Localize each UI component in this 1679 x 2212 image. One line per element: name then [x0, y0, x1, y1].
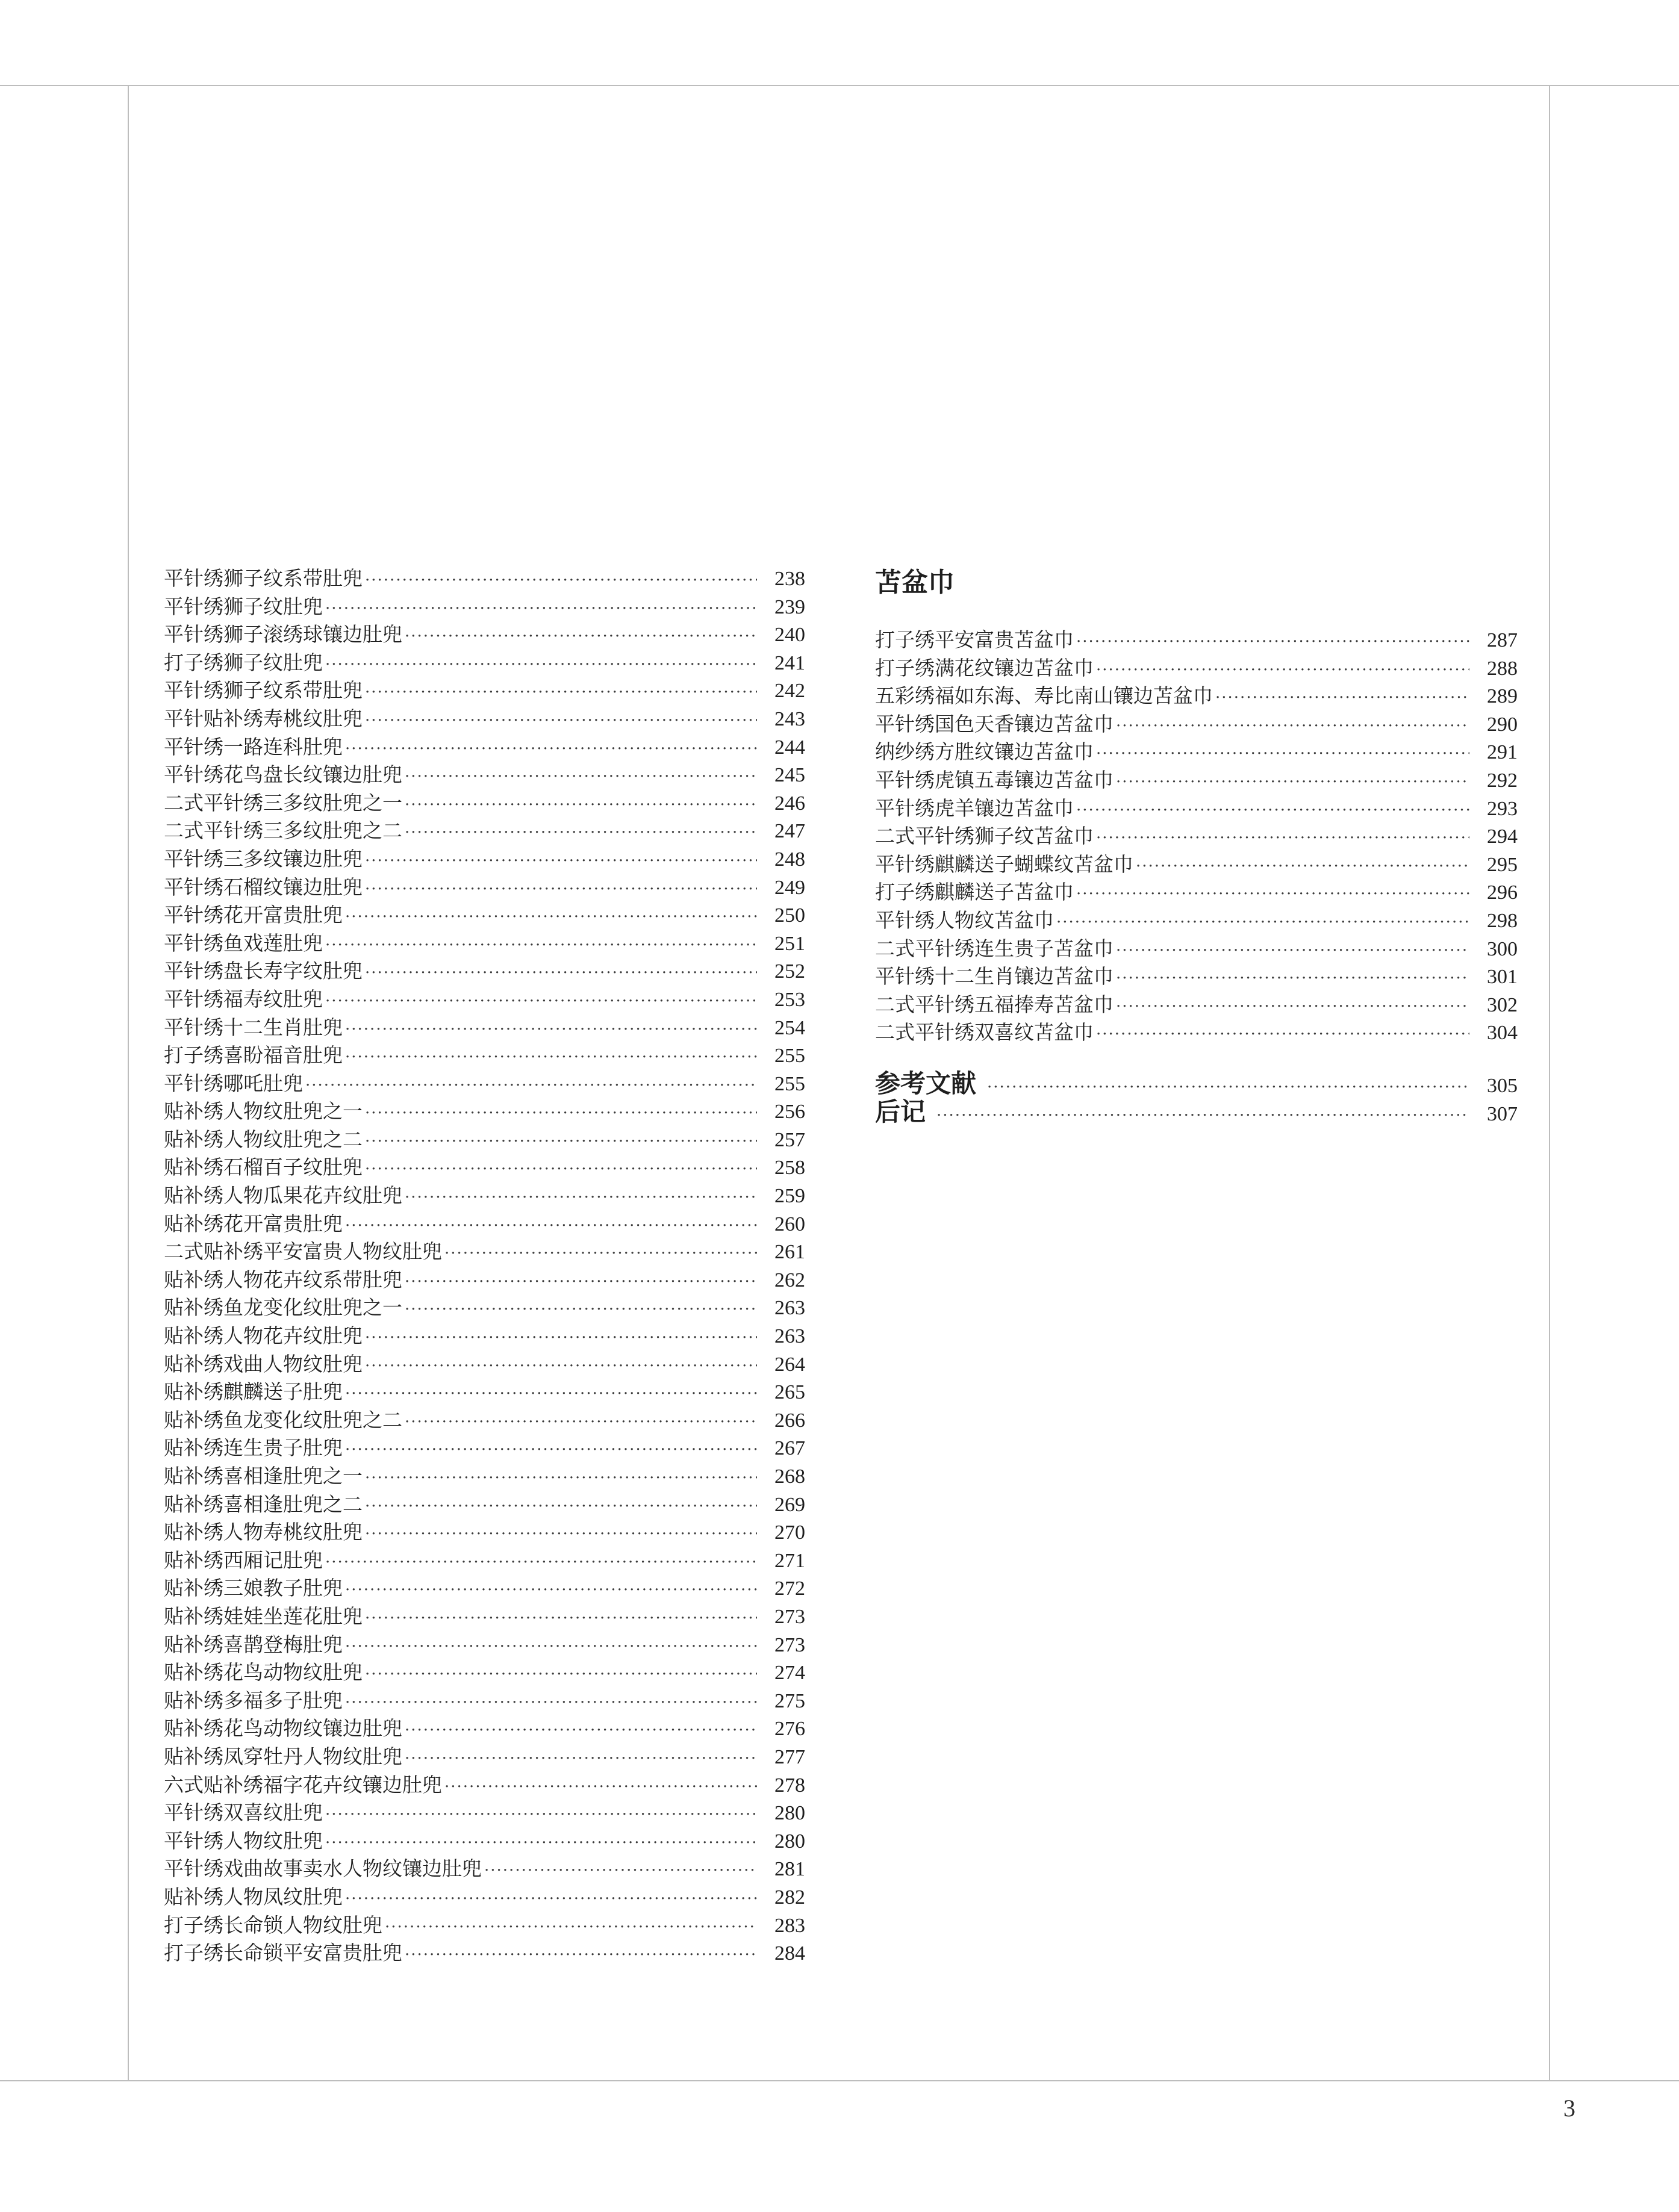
dot-leader [325, 651, 757, 679]
toc-entry-page: 240 [774, 624, 805, 647]
toc-entry[interactable] [164, 1939, 805, 1968]
toc-entry[interactable] [875, 851, 1518, 879]
toc-entry[interactable] [164, 1210, 805, 1238]
toc-entry-title: 六式贴补绣福字花卉纹镶边肚兜 [164, 1772, 442, 1797]
toc-entry[interactable] [164, 1462, 805, 1491]
toc-entry[interactable] [164, 705, 805, 733]
toc-entry-title: 平针绣盘长寿字纹肚兜 [164, 959, 363, 983]
dot-leader [1116, 768, 1469, 797]
dot-leader [1116, 993, 1469, 1021]
dot-leader [345, 1043, 757, 1072]
toc-entry-title: 平针绣虎镇五毒镶边苫盆巾 [875, 768, 1114, 792]
toc-entry-page: 251 [774, 932, 805, 955]
toc-entry[interactable] [164, 1154, 805, 1182]
toc-entry[interactable] [164, 1350, 805, 1379]
dot-leader [345, 903, 757, 931]
dot-leader [325, 931, 757, 960]
toc-entry-page: 261 [774, 1241, 805, 1264]
toc-entry-page: 294 [1487, 825, 1518, 848]
dot-leader [325, 1549, 757, 1577]
toc-entry-page: 274 [774, 1662, 805, 1685]
toc-entry-page: 305 [1487, 1074, 1518, 1097]
toc-entry-title: 纳纱绣方胜纹镶边苫盆巾 [875, 740, 1094, 764]
toc-entry-title: 贴补绣麒麟送子肚兜 [164, 1380, 343, 1404]
toc-entry-title: 五彩绣福如东海、寿比南山镶边苫盆巾 [875, 684, 1213, 708]
toc-entry-page: 263 [774, 1297, 805, 1320]
dot-leader [365, 1099, 757, 1128]
toc-entry[interactable] [164, 761, 805, 789]
dot-leader [325, 1801, 757, 1829]
dot-leader [444, 1240, 757, 1268]
toc-entry-page: 243 [774, 707, 805, 730]
toc-entry-page: 264 [774, 1353, 805, 1376]
toc-entry[interactable] [875, 991, 1518, 1019]
toc-entry[interactable] [875, 907, 1518, 935]
dot-leader [1096, 824, 1469, 853]
dot-leader [365, 1155, 757, 1184]
dot-leader [1076, 628, 1469, 656]
toc-entry[interactable] [164, 1014, 805, 1042]
toc-entry-page: 304 [1487, 1022, 1518, 1045]
dot-leader [405, 791, 757, 819]
toc-entry[interactable] [164, 1912, 805, 1940]
toc-entry[interactable] [164, 1827, 805, 1856]
toc-entry-page: 295 [1487, 853, 1518, 876]
toc-entry-title: 贴补绣人物花卉纹系带肚兜 [164, 1267, 402, 1291]
toc-entry-title: 平针绣石榴纹镶边肚兜 [164, 875, 363, 899]
top-trim-line [0, 85, 1679, 86]
toc-entry-title: 打子绣狮子纹肚兜 [164, 650, 323, 674]
toc-entry-page: 245 [774, 764, 805, 787]
dot-leader [365, 1324, 757, 1352]
toc-entry-page: 293 [1487, 797, 1518, 820]
dot-leader [345, 735, 757, 763]
toc-entry-page: 272 [774, 1577, 805, 1600]
toc-entry-page: 253 [774, 988, 805, 1011]
toc-entry-page: 255 [774, 1045, 805, 1067]
toc-entry-page: 247 [774, 820, 805, 843]
toc-entry-page: 291 [1487, 741, 1518, 764]
toc-entry-title: 贴补绣三娘教子肚兜 [164, 1576, 343, 1600]
toc-entry-title: 贴补绣鱼龙变化纹肚兜之一 [164, 1296, 402, 1320]
dot-leader [365, 707, 757, 735]
toc-entry-title: 平针绣狮子滚绣球镶边肚兜 [164, 623, 402, 647]
toc-entry-title: 参考文献 [875, 1068, 977, 1098]
toc-entry-title: 打子绣长命锁平安富贵肚兜 [164, 1941, 402, 1965]
bottom-trim-line [0, 2080, 1679, 2081]
toc-entry-page: 281 [774, 1858, 805, 1881]
toc-entry-title: 平针绣十二生肖镶边苫盆巾 [875, 965, 1114, 989]
toc-entry-title: 贴补绣人物花卉纹肚兜 [164, 1324, 363, 1348]
dot-leader [345, 1885, 757, 1913]
toc-entry-page: 269 [774, 1493, 805, 1516]
toc-entry-page: 276 [774, 1718, 805, 1741]
toc-left-column [164, 565, 805, 1968]
toc-entry-title: 后记 [875, 1096, 926, 1126]
toc-entry[interactable] [164, 1771, 805, 1800]
dot-leader [365, 1493, 757, 1521]
dot-leader [325, 595, 757, 623]
toc-entry[interactable] [164, 1855, 805, 1883]
toc-entry[interactable] [164, 1743, 805, 1771]
dot-leader [365, 875, 757, 904]
toc-entry-page: 255 [774, 1072, 805, 1095]
toc-entry-title: 平针绣双喜纹肚兜 [164, 1801, 323, 1825]
dot-leader [345, 1633, 757, 1661]
toc-right-list [875, 626, 1518, 1047]
toc-entry-page: 298 [1487, 909, 1518, 932]
toc-entry-title: 平针绣花开富贵肚兜 [164, 903, 343, 927]
toc-entry[interactable] [164, 1378, 805, 1406]
dot-leader [305, 1072, 757, 1100]
toc-entry-title: 贴补绣戏曲人物纹肚兜 [164, 1352, 363, 1376]
toc-entry-page: 280 [774, 1830, 805, 1853]
toc-entry[interactable] [164, 621, 805, 649]
toc-entry-title: 贴补绣多福多子肚兜 [164, 1688, 343, 1712]
dot-leader [365, 1128, 757, 1156]
right-trim-line [1549, 85, 1550, 2080]
toc-entry[interactable] [875, 935, 1518, 963]
toc-entry[interactable] [164, 1406, 805, 1435]
toc-entry-page: 260 [774, 1213, 805, 1235]
toc-entry-page: 284 [774, 1942, 805, 1965]
toc-entry-title: 二式平针绣狮子纹苫盆巾 [875, 824, 1094, 848]
toc-entry[interactable] [164, 677, 805, 705]
toc-entry-title: 平针绣福寿纹肚兜 [164, 987, 323, 1011]
dot-leader [365, 1352, 757, 1381]
toc-entry[interactable] [875, 1098, 1518, 1126]
toc-entry-page: 268 [774, 1465, 805, 1488]
toc-entry[interactable] [164, 649, 805, 677]
dot-leader [484, 1857, 757, 1885]
toc-entry[interactable] [164, 1098, 805, 1126]
dot-leader [405, 1941, 757, 1969]
toc-entry-title: 平针绣鱼戏莲肚兜 [164, 931, 323, 955]
dot-leader [405, 1184, 757, 1212]
toc-entry-title: 平针绣三多纹镶边肚兜 [164, 847, 363, 871]
toc-entry-title: 二式平针绣三多纹肚兜之一 [164, 791, 402, 815]
toc-entry[interactable] [164, 733, 805, 762]
toc-right-column [875, 565, 1518, 1126]
toc-entry[interactable] [164, 845, 805, 874]
toc-entry-page: 262 [774, 1269, 805, 1291]
toc-entry[interactable] [164, 1518, 805, 1547]
toc-entry-title: 平针绣国色天香镶边苫盆巾 [875, 712, 1114, 736]
toc-entry-title: 二式平针绣五福捧寿苫盆巾 [875, 992, 1114, 1016]
dot-leader [1116, 965, 1469, 993]
toc-entry-title: 二式平针绣连生贵子苫盆巾 [875, 936, 1114, 960]
dot-leader [987, 1073, 1469, 1102]
toc-entry[interactable] [164, 1322, 805, 1350]
toc-entry-page: 287 [1487, 629, 1518, 651]
toc-entry-title: 贴补绣西厢记肚兜 [164, 1548, 323, 1572]
toc-entry-page: 257 [774, 1128, 805, 1151]
toc-entry-page: 296 [1487, 881, 1518, 904]
toc-entry[interactable] [875, 738, 1518, 766]
toc-entry[interactable] [164, 1294, 805, 1322]
dot-leader [345, 1380, 757, 1408]
toc-entry[interactable] [164, 1126, 805, 1154]
dot-leader [405, 1408, 757, 1437]
dot-leader [1136, 853, 1469, 881]
toc-entry-page: 302 [1487, 993, 1518, 1016]
toc-entry-title: 二式平针绣双喜纹苫盆巾 [875, 1021, 1094, 1045]
toc-entry-title: 贴补绣人物纹肚兜之一 [164, 1099, 363, 1123]
toc-entry[interactable] [875, 1019, 1518, 1047]
toc-entry-page: 271 [774, 1549, 805, 1572]
toc-entry[interactable] [164, 1070, 805, 1098]
toc-entry[interactable] [164, 901, 805, 930]
dot-leader [936, 1102, 1469, 1130]
toc-entry[interactable] [875, 682, 1518, 710]
dot-leader [345, 1436, 757, 1464]
toc-entry-title: 贴补绣喜相逢肚兜之二 [164, 1492, 363, 1516]
toc-entry-title: 平针贴补绣寿桃纹肚兜 [164, 706, 363, 730]
toc-entry-title: 平针绣麒麟送子蝴蝶纹苫盆巾 [875, 852, 1133, 876]
toc-entry-title: 贴补绣人物寿桃纹肚兜 [164, 1520, 363, 1544]
toc-entry[interactable] [875, 795, 1518, 823]
dot-leader [365, 567, 757, 595]
toc-entry-title: 贴补绣鱼龙变化纹肚兜之二 [164, 1408, 402, 1432]
dot-leader [365, 959, 757, 987]
toc-entry-title: 打子绣长命锁人物纹肚兜 [164, 1913, 382, 1937]
toc-entry-title: 平针绣狮子纹系带肚兜 [164, 567, 363, 590]
toc-entry[interactable] [164, 986, 805, 1014]
toc-entry-page: 301 [1487, 966, 1518, 989]
section-heading: 苫盆巾 [875, 567, 955, 598]
dot-leader [1215, 684, 1469, 712]
dot-leader [365, 1661, 757, 1689]
toc-entry-title: 贴补绣凤穿牡丹人物纹肚兜 [164, 1744, 402, 1768]
toc-entry[interactable] [164, 1715, 805, 1743]
toc-entry-page: 248 [774, 848, 805, 871]
dot-leader [365, 1520, 757, 1549]
toc-entry-title: 平针绣一路连科肚兜 [164, 735, 343, 759]
toc-entry[interactable] [164, 930, 805, 958]
toc-entry[interactable] [875, 963, 1518, 991]
toc-entry[interactable] [164, 565, 805, 593]
toc-entry-page: 254 [774, 1016, 805, 1039]
dot-leader [405, 763, 757, 791]
toc-entry-page: 288 [1487, 657, 1518, 680]
toc-entry[interactable] [164, 1042, 805, 1070]
dot-leader [365, 1605, 757, 1633]
toc-entry[interactable] [164, 1238, 805, 1266]
toc-entry[interactable] [875, 710, 1518, 739]
toc-entry-page: 277 [774, 1745, 805, 1768]
toc-entry-page: 265 [774, 1381, 805, 1404]
dot-leader [385, 1913, 757, 1942]
toc-entry[interactable] [164, 1434, 805, 1462]
toc-entry-title: 平针绣十二生肖肚兜 [164, 1015, 343, 1039]
toc-entry[interactable] [875, 822, 1518, 851]
toc-entry-title: 贴补绣喜鹊登梅肚兜 [164, 1632, 343, 1656]
dot-leader [365, 1464, 757, 1493]
toc-entry-title: 打子绣喜盼福音肚兜 [164, 1043, 343, 1067]
dot-leader [1096, 656, 1469, 685]
dot-leader [1056, 909, 1469, 937]
toc-entry[interactable] [164, 1574, 805, 1603]
toc-entry-title: 贴补绣人物瓜果花卉纹肚兜 [164, 1184, 402, 1208]
toc-entry[interactable] [164, 1603, 805, 1631]
toc-entry[interactable] [164, 1547, 805, 1575]
toc-entry-title: 打子绣平安富贵苫盆巾 [875, 628, 1074, 651]
toc-entry[interactable] [164, 817, 805, 845]
toc-entry-title: 贴补绣花鸟动物纹肚兜 [164, 1661, 363, 1685]
dot-leader [405, 623, 757, 651]
toc-entry-page: 289 [1487, 685, 1518, 708]
dot-leader [1076, 797, 1469, 825]
toc-left-list [164, 565, 805, 1968]
dot-leader [345, 1689, 757, 1717]
toc-entry-title: 贴补绣娃娃坐莲花肚兜 [164, 1604, 363, 1628]
toc-entry-page: 278 [774, 1774, 805, 1797]
dot-leader [1096, 740, 1469, 768]
toc-entry[interactable] [164, 789, 805, 818]
toc-entry-title: 平针绣人物纹苫盆巾 [875, 908, 1054, 932]
toc-entry[interactable] [875, 1070, 1518, 1098]
toc-entry-page: 239 [774, 595, 805, 618]
toc-entry-page: 300 [1487, 937, 1518, 960]
toc-entry-page: 244 [774, 736, 805, 759]
toc-entry[interactable] [875, 878, 1518, 907]
dot-leader [345, 1576, 757, 1605]
toc-entry-page: 252 [774, 960, 805, 983]
toc-entry[interactable] [164, 1266, 805, 1294]
dot-leader [405, 819, 757, 847]
toc-entry-title: 平针绣哪吒肚兜 [164, 1071, 303, 1095]
toc-entry[interactable] [164, 1883, 805, 1912]
dot-leader [1116, 712, 1469, 741]
toc-entry-page: 259 [774, 1185, 805, 1208]
dot-leader [405, 1296, 757, 1324]
toc-entry-title: 二式平针绣三多纹肚兜之二 [164, 819, 402, 843]
toc-entry[interactable] [164, 1182, 805, 1210]
dot-leader [345, 1016, 757, 1044]
toc-entry-title: 贴补绣花开富贵肚兜 [164, 1211, 343, 1235]
toc-entry[interactable] [164, 1491, 805, 1519]
toc-entry[interactable] [875, 766, 1518, 795]
toc-entry-title: 贴补绣喜相逢肚兜之一 [164, 1464, 363, 1488]
page-number: 3 [1563, 2095, 1575, 2122]
toc-entry[interactable] [164, 1659, 805, 1687]
toc-entry[interactable] [164, 957, 805, 986]
toc-entry-page: 270 [774, 1521, 805, 1544]
toc-entry[interactable] [164, 1631, 805, 1659]
toc-entry-title: 平针绣人物纹肚兜 [164, 1828, 323, 1853]
toc-entry-title: 平针绣花鸟盘长纹镶边肚兜 [164, 763, 402, 787]
toc-entry-page: 256 [774, 1101, 805, 1123]
toc-entry[interactable] [164, 1687, 805, 1715]
toc-entry-title: 贴补绣人物纹肚兜之二 [164, 1127, 363, 1151]
toc-entry-page: 292 [1487, 769, 1518, 792]
toc-entry-title: 贴补绣人物凤纹肚兜 [164, 1884, 343, 1909]
toc-entry-page: 275 [774, 1689, 805, 1712]
toc-entry-page: 266 [774, 1409, 805, 1432]
toc-entry-title: 贴补绣花鸟动物纹镶边肚兜 [164, 1716, 402, 1741]
toc-entry-page: 280 [774, 1802, 805, 1825]
dot-leader [1076, 880, 1469, 909]
dot-leader [405, 1716, 757, 1745]
toc-entry-title: 贴补绣石榴百子纹肚兜 [164, 1155, 363, 1179]
toc-entry-page: 273 [774, 1605, 805, 1628]
dot-leader [405, 1745, 757, 1773]
toc-entry-page: 241 [774, 651, 805, 674]
toc-entry-page: 242 [774, 680, 805, 703]
dot-leader [1116, 937, 1469, 965]
toc-entry-title: 打子绣满花纹镶边苫盆巾 [875, 656, 1094, 680]
toc-entry[interactable] [164, 874, 805, 902]
dot-leader [1096, 1021, 1469, 1049]
toc-entry-page: 258 [774, 1157, 805, 1179]
left-trim-line [128, 85, 129, 2080]
dot-leader [325, 1829, 757, 1857]
toc-entry-page: 263 [774, 1325, 805, 1348]
toc-appendix-list [875, 1070, 1518, 1126]
toc-entry[interactable] [164, 1799, 805, 1827]
toc-entry-page: 238 [774, 568, 805, 590]
toc-entry-title: 平针绣虎羊镶边苫盆巾 [875, 796, 1074, 820]
toc-entry-title: 二式贴补绣平安富贵人物纹肚兜 [164, 1240, 442, 1264]
dot-leader [365, 847, 757, 875]
toc-entry-title: 贴补绣连生贵子肚兜 [164, 1436, 343, 1460]
dot-leader [325, 987, 757, 1016]
dot-leader [345, 1212, 757, 1240]
toc-entry-page: 250 [774, 904, 805, 927]
toc-entry-title: 平针绣狮子纹肚兜 [164, 594, 323, 618]
toc-entry-page: 246 [774, 792, 805, 815]
toc-entry-title: 平针绣狮子纹系带肚兜 [164, 679, 363, 703]
toc-entry-page: 282 [774, 1886, 805, 1909]
toc-entry[interactable] [875, 654, 1518, 683]
dot-leader [365, 679, 757, 707]
dot-leader [444, 1773, 757, 1801]
toc-entry-page: 290 [1487, 713, 1518, 736]
dot-leader [405, 1268, 757, 1296]
toc-entry-title: 打子绣麒麟送子苫盆巾 [875, 880, 1074, 904]
toc-entry-page: 249 [774, 876, 805, 899]
toc-entry-page: 267 [774, 1437, 805, 1460]
toc-entry[interactable] [164, 593, 805, 621]
toc-entry-page: 273 [774, 1633, 805, 1656]
toc-entry-title: 平针绣戏曲故事卖水人物纹镶边肚兜 [164, 1857, 482, 1881]
toc-entry-page: 283 [774, 1914, 805, 1937]
toc-entry-page: 307 [1487, 1102, 1518, 1125]
toc-entry[interactable] [875, 626, 1518, 654]
